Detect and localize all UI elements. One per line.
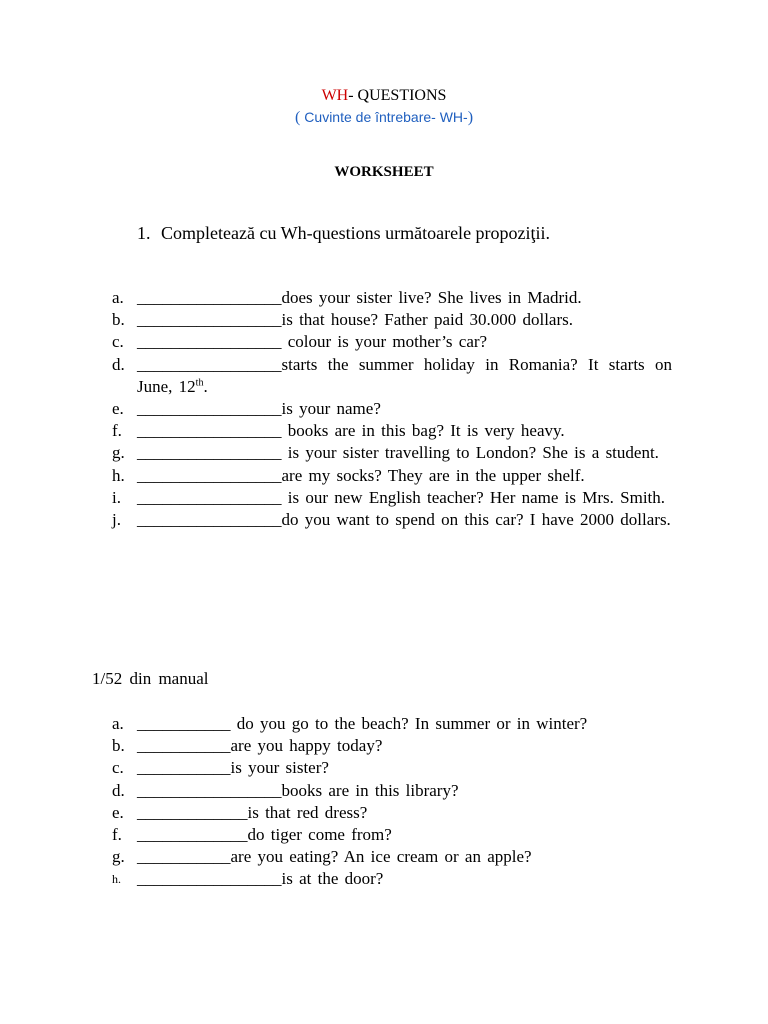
item-marker: h. [112, 465, 125, 485]
item-text: _________________ is your sister travelling to London? She is a student. [137, 443, 659, 463]
item-marker: d. [112, 780, 125, 800]
list-item [112, 735, 672, 757]
item-text: _________________are my socks? They are in the upper shelf. [137, 465, 585, 485]
item-marker: c. [112, 758, 124, 778]
exercise1-list [112, 287, 672, 531]
item-marker: f. [112, 421, 122, 441]
title-wh: WH [321, 87, 349, 104]
list-item [112, 287, 672, 309]
list-item [112, 824, 672, 846]
item-marker: i. [112, 487, 121, 507]
item-text: _________________does your sister live? She lives in Madrid. [137, 288, 582, 307]
list-item [112, 354, 672, 398]
list-item [112, 868, 672, 890]
list-item [112, 846, 672, 868]
item-text: _____________is that red dress? [137, 802, 368, 822]
item-marker: j. [112, 510, 121, 530]
exercise1-instruction-text: Completează cu Wh-questions următoarele propoziţii. [161, 223, 551, 243]
list-item [112, 331, 672, 353]
subtitle-open: ( [294, 109, 305, 126]
item-text: _________________starts the summer holiday in Romania? It starts on June, 12 [137, 354, 672, 396]
item-text: ___________are you happy today? [137, 736, 383, 756]
list-item [112, 802, 672, 824]
list-item [112, 398, 672, 420]
title-rest: - QUESTIONS [348, 87, 447, 104]
item-text: _________________ is our new English teacher? Her name is Mrs. Smith. [137, 487, 666, 507]
list-item [112, 420, 672, 442]
item-marker: g. [112, 847, 125, 867]
item-text: _________________ colour is your mother’s car? [137, 332, 488, 352]
item-marker: c. [112, 332, 124, 352]
list-item [112, 309, 672, 331]
page-title [0, 86, 768, 106]
item-text: _________________is your name? [137, 399, 381, 419]
item-marker: a. [112, 288, 124, 307]
item-text: ___________ do you go to the beach? In summer or in winter? [137, 714, 588, 733]
list-item [112, 757, 672, 779]
exercise1-instruction [137, 221, 550, 245]
item-marker: h. [112, 872, 121, 887]
item-marker: e. [112, 399, 124, 419]
item-marker: a. [112, 714, 124, 733]
item-marker: d. [112, 354, 125, 374]
item-text: _________________is at the door? [137, 869, 384, 889]
item-superscript: th [195, 377, 204, 389]
list-item [112, 465, 672, 487]
list-item [112, 487, 672, 509]
worksheet-heading: WORKSHEET [334, 164, 434, 180]
item-text: _____________do tiger come from? [137, 825, 392, 845]
list-item [112, 780, 672, 802]
item-text: _________________is that house? Father paid 30.000 dollars. [137, 310, 574, 330]
item-text: ___________are you eating? An ice cream or an apple? [137, 847, 532, 867]
item-text: _________________do you want to spend on this car? I have 2000 dollars. [137, 510, 671, 530]
item-text: _________________books are in this library? [137, 780, 459, 800]
list-item [112, 713, 672, 735]
item-text: _________________ books are in this bag? It is very heavy. [137, 421, 565, 441]
exercise2-heading: 1/52 din manual [92, 669, 209, 688]
exercise2-list [112, 713, 672, 891]
list-item [112, 442, 672, 464]
list-item [112, 509, 672, 531]
exercise1-number: 1. [137, 223, 151, 243]
item-marker: b. [112, 310, 125, 330]
item-marker: f. [112, 825, 122, 845]
item-text-after: . [203, 376, 208, 396]
subtitle-text: Cuvinte de întrebare- WH- [304, 109, 468, 125]
item-marker: e. [112, 802, 124, 822]
page-subtitle [0, 107, 768, 128]
item-marker: g. [112, 443, 125, 463]
item-text: ___________is your sister? [137, 758, 329, 778]
subtitle-close: ) [467, 109, 474, 126]
item-marker: b. [112, 736, 125, 756]
